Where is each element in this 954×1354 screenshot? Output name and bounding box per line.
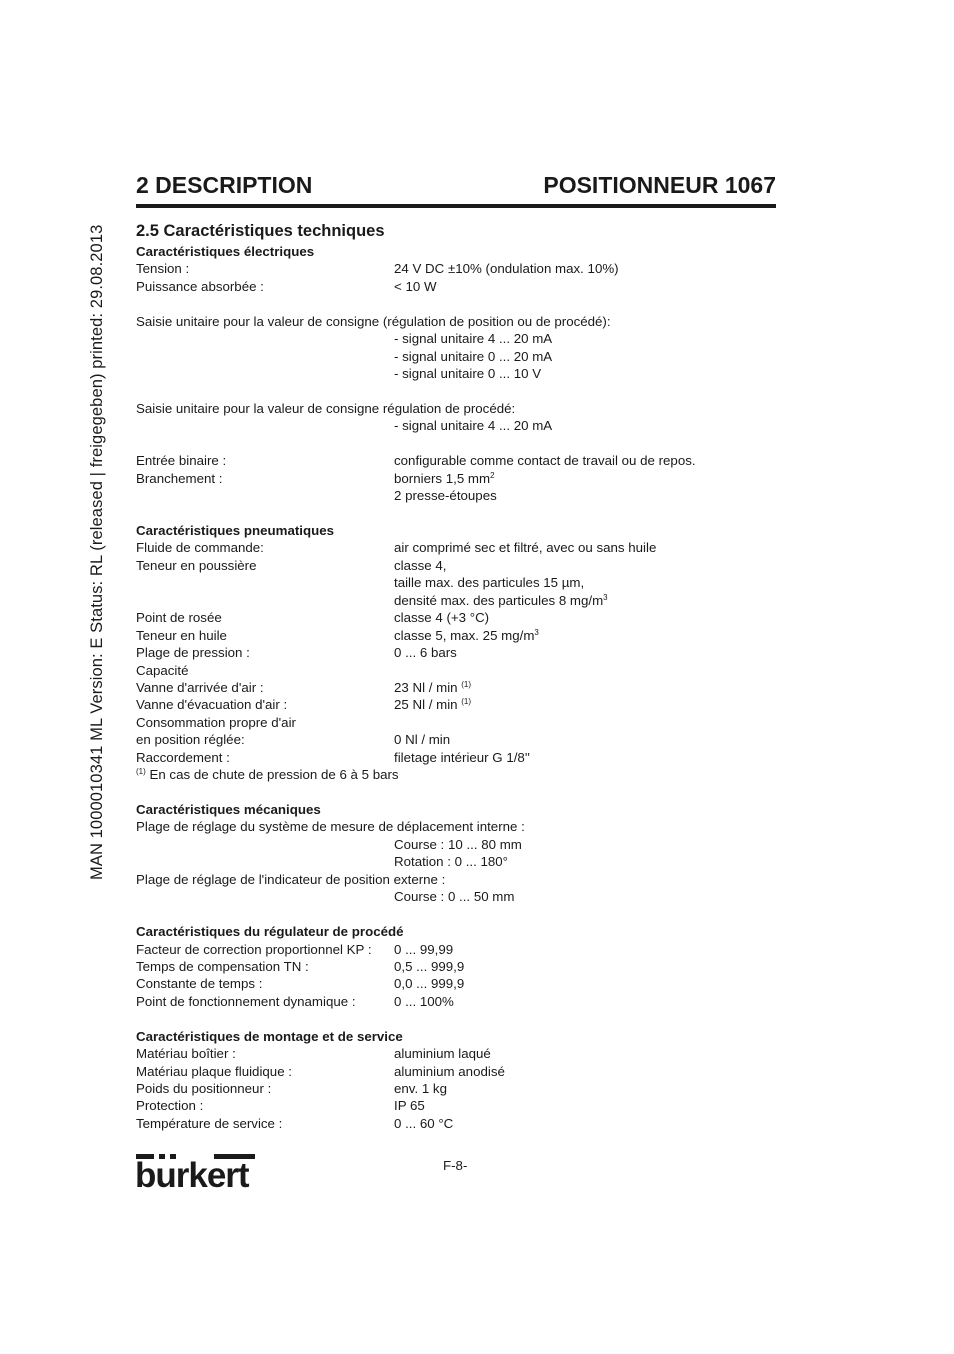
spec-label xyxy=(136,522,334,539)
spec-label-text: Capacité xyxy=(136,662,189,678)
spec-value xyxy=(394,348,552,365)
spec-label xyxy=(136,993,356,1010)
spec-label xyxy=(136,731,245,748)
spec-value xyxy=(394,470,495,487)
spec-row xyxy=(136,644,776,661)
spec-label xyxy=(136,644,250,661)
spec-label xyxy=(136,243,314,260)
spec-label-text: Temps de compensation TN : xyxy=(136,958,309,974)
spec-label xyxy=(136,1028,403,1045)
spec-label xyxy=(136,1080,271,1097)
spec-label-text: Caractéristiques du régulateur de procédé xyxy=(136,924,404,940)
spec-label-text: Température de service : xyxy=(136,1115,283,1131)
spec-value-text: < 10 W xyxy=(394,278,437,294)
spec-label-text: Caractéristiques électriques xyxy=(136,244,315,259)
spec-row xyxy=(136,417,776,434)
spec-row xyxy=(136,818,776,835)
spec-label xyxy=(136,871,445,888)
spec-label xyxy=(136,470,222,487)
spec-row xyxy=(136,731,776,748)
spec-row xyxy=(136,452,776,469)
spec-value xyxy=(394,993,454,1010)
spec-label-text: Tension : xyxy=(136,261,190,277)
spec-value xyxy=(394,539,656,556)
spec-row xyxy=(136,295,776,312)
spec-row xyxy=(136,766,776,783)
spec-label-text: En cas de chute de pression de 6 à 5 bars xyxy=(145,767,399,783)
spec-value-text: - signal unitaire 4 ... 20 mA xyxy=(394,331,553,347)
spec-label xyxy=(136,941,372,958)
spec-label-text: Protection : xyxy=(136,1098,204,1114)
spec-value-text: - signal unitaire 4 ... 20 mA xyxy=(394,418,553,434)
spec-value xyxy=(394,330,552,347)
spec-value-text: - signal unitaire 0 ... 10 V xyxy=(394,366,542,382)
spec-label-text: Point de rosée xyxy=(136,610,222,626)
spec-label-text: Vanne d'arrivée d'air : xyxy=(136,679,264,695)
spec-value xyxy=(394,958,464,975)
spec-value xyxy=(394,696,471,713)
spec-label xyxy=(136,557,257,574)
spec-row xyxy=(136,260,776,277)
spec-heading xyxy=(136,243,776,260)
spec-value-text: aluminium anodisé xyxy=(394,1063,505,1079)
spec-value xyxy=(394,1115,453,1132)
spec-label xyxy=(136,714,296,731)
spec-value xyxy=(394,731,450,748)
spec-label xyxy=(136,1115,282,1132)
page-number: F-8- xyxy=(443,1158,468,1173)
spec-row xyxy=(136,1063,776,1080)
superscript: (1) xyxy=(461,679,472,689)
spec-row xyxy=(136,784,776,801)
spec-label-text: Plage de pression : xyxy=(136,645,250,661)
spec-value xyxy=(394,487,497,504)
spec-row xyxy=(136,1097,776,1114)
spec-value-text: 0 ... 100% xyxy=(394,993,454,1009)
spec-value xyxy=(394,1063,505,1080)
spec-row xyxy=(136,383,776,400)
spec-row xyxy=(136,975,776,992)
spec-row xyxy=(136,749,776,766)
spec-label xyxy=(136,975,262,992)
spec-value xyxy=(394,975,464,992)
spec-value-text: 23 Nl / min xyxy=(394,679,462,695)
spec-value xyxy=(394,749,530,766)
spec-value-text: aluminium laqué xyxy=(394,1046,491,1062)
spec-label-text: Caractéristiques mécaniques xyxy=(136,802,321,817)
spec-value xyxy=(394,278,437,295)
spec-value-text: 0 ... 6 bars xyxy=(394,645,457,661)
spec-table xyxy=(136,243,776,1132)
spec-row xyxy=(136,871,776,888)
spec-label-text: Entrée binaire : xyxy=(136,453,227,469)
spec-label xyxy=(136,818,525,835)
spec-value-text: 0,5 ... 999,9 xyxy=(394,958,465,974)
spec-value-text: 24 V DC ±10% (ondulation max. 10%) xyxy=(394,261,619,277)
spec-value xyxy=(394,627,539,644)
superscript: (1) xyxy=(461,697,472,707)
spec-label-text: Matériau boîtier : xyxy=(136,1046,236,1062)
spec-row xyxy=(136,470,776,487)
spec-label xyxy=(136,679,264,696)
spec-value xyxy=(394,941,453,958)
spec-value xyxy=(394,365,541,382)
spec-value-text: 0 ... 99,99 xyxy=(394,941,454,957)
spec-row xyxy=(136,627,776,644)
spec-label-text: en position réglée: xyxy=(136,732,245,748)
spec-row xyxy=(136,1010,776,1027)
spec-row xyxy=(136,941,776,958)
spec-label xyxy=(136,452,226,469)
spec-label-text: Caractéristiques pneumatiques xyxy=(136,523,335,538)
spec-heading xyxy=(136,801,776,818)
spec-label-text: Fluide de commande: xyxy=(136,540,264,556)
spec-value xyxy=(394,836,522,853)
spec-label xyxy=(136,627,227,644)
spec-value-text: taille max. des particules 15 µm, xyxy=(394,575,585,591)
spec-label-text: Branchement : xyxy=(136,470,223,486)
spec-label xyxy=(136,539,264,556)
spec-row xyxy=(136,592,776,609)
footnote-marker: (1) xyxy=(136,767,146,777)
spec-value-text: classe 5, max. 25 mg/m xyxy=(394,627,535,643)
spec-value-text: Course : 10 ... 80 mm xyxy=(394,836,522,852)
section-title: 2.5 Caractéristiques techniques xyxy=(136,222,385,240)
spec-label-text: Facteur de correction proportionnel KP : xyxy=(136,941,372,957)
spec-value-text: borniers 1,5 mm xyxy=(394,470,491,486)
spec-label xyxy=(136,1045,236,1062)
chapter-title: 2 DESCRIPTION xyxy=(136,172,313,198)
spec-label-text: Plage de réglage de l'indicateur de position externe : xyxy=(136,871,446,887)
spec-row xyxy=(136,662,776,679)
spec-value xyxy=(394,644,457,661)
spec-label-text: Point de fonctionnement dynamique : xyxy=(136,993,356,1009)
spec-row xyxy=(136,1045,776,1062)
spec-label-text: Saisie unitaire pour la valeur de consigne régulation de procédé: xyxy=(136,400,516,416)
spec-value-text: env. 1 kg xyxy=(394,1081,447,1096)
spec-label-text: Plage de réglage du système de mesure de déplacement interne : xyxy=(136,819,525,835)
spec-value xyxy=(394,1080,447,1097)
spec-value-text: 0 ... 60 °C xyxy=(394,1115,454,1131)
spec-value-text: filetage intérieur G 1/8'' xyxy=(394,749,530,765)
spec-value xyxy=(394,609,489,626)
spec-label xyxy=(136,801,321,818)
spec-value-text: densité max. des particules 8 mg/m xyxy=(394,592,604,608)
spec-row xyxy=(136,574,776,591)
spec-row xyxy=(136,609,776,626)
spec-heading xyxy=(136,1028,776,1045)
spec-label-text: Vanne d'évacuation d'air : xyxy=(136,697,288,713)
spec-label-text: Caractéristiques de montage et de service xyxy=(136,1028,403,1044)
spec-row xyxy=(136,400,776,417)
spec-row xyxy=(136,679,776,696)
spec-value-text: 0 Nl / min xyxy=(394,732,451,748)
spec-row xyxy=(136,557,776,574)
spec-row xyxy=(136,435,776,452)
spec-row xyxy=(136,836,776,853)
spec-value xyxy=(394,574,584,591)
product-title: POSITIONNEUR 1067 xyxy=(543,172,776,198)
logo-wordmark: burkert xyxy=(135,1156,249,1195)
spec-row xyxy=(136,958,776,975)
spec-label-text: Puissance absorbée : xyxy=(136,278,264,294)
spec-row xyxy=(136,313,776,330)
spec-row xyxy=(136,539,776,556)
spec-value xyxy=(394,557,446,574)
spec-label-text: Raccordement : xyxy=(136,749,230,765)
spec-label xyxy=(136,260,189,277)
superscript: 3 xyxy=(534,627,539,637)
spec-label xyxy=(136,313,611,330)
spec-row xyxy=(136,906,776,923)
spec-value xyxy=(394,452,696,469)
spec-value-text: Rotation : 0 ... 180° xyxy=(394,854,508,870)
spec-value xyxy=(394,592,608,609)
spec-heading xyxy=(136,923,776,940)
superscript: 2 xyxy=(490,470,495,480)
spec-label xyxy=(136,958,309,975)
spec-label-text: Constante de temps : xyxy=(136,976,263,992)
spec-label xyxy=(136,749,230,766)
spec-heading xyxy=(136,522,776,539)
spec-row xyxy=(136,714,776,731)
spec-row xyxy=(136,888,776,905)
spec-label-text: Consommation propre d'air xyxy=(136,714,296,730)
spec-value xyxy=(394,853,508,870)
spec-row xyxy=(136,487,776,504)
spec-value-text: - signal unitaire 0 ... 20 mA xyxy=(394,348,553,364)
spec-label-text: Poids du positionneur : xyxy=(136,1081,272,1096)
print-status-stamp: MAN 1000010341 ML Version: E Status: RL (released | freigegeben) printed: 29.08.2013 xyxy=(88,224,106,880)
page-header xyxy=(136,168,776,208)
spec-label xyxy=(136,400,515,417)
spec-label xyxy=(136,1097,203,1114)
spec-row xyxy=(136,365,776,382)
spec-value-text: 0,0 ... 999,9 xyxy=(394,976,465,992)
spec-row xyxy=(136,330,776,347)
spec-value-text: air comprimé sec et filtré, avec ou sans huile xyxy=(394,540,657,556)
spec-row xyxy=(136,278,776,295)
spec-value-text: 2 presse-étoupes xyxy=(394,488,497,504)
spec-label-text: Teneur en huile xyxy=(136,627,227,643)
spec-label xyxy=(136,766,399,783)
spec-label xyxy=(136,1063,292,1080)
spec-value xyxy=(394,1045,491,1062)
spec-row xyxy=(136,1080,776,1097)
spec-row xyxy=(136,505,776,522)
spec-row xyxy=(136,993,776,1010)
spec-value-text: 25 Nl / min xyxy=(394,697,462,713)
spec-label-text: Matériau plaque fluidique : xyxy=(136,1063,292,1079)
spec-value xyxy=(394,417,552,434)
spec-value-text: classe 4 (+3 °C) xyxy=(394,610,490,626)
spec-label xyxy=(136,662,188,679)
burkert-logo xyxy=(136,1154,260,1196)
spec-row xyxy=(136,853,776,870)
spec-value xyxy=(394,1097,425,1114)
spec-value xyxy=(394,260,619,277)
spec-row xyxy=(136,1115,776,1132)
spec-value-text: configurable comme contact de travail ou de repos. xyxy=(394,453,696,469)
spec-row xyxy=(136,348,776,365)
superscript: 3 xyxy=(603,592,608,602)
spec-value-text: classe 4, xyxy=(394,557,447,573)
spec-label-text: Saisie unitaire pour la valeur de consigne (régulation de position ou de procédé): xyxy=(136,313,611,329)
spec-label xyxy=(136,278,264,295)
spec-label xyxy=(136,923,404,940)
spec-value-text: Course : 0 ... 50 mm xyxy=(394,889,515,905)
spec-row xyxy=(136,696,776,713)
spec-label xyxy=(136,696,287,713)
spec-value xyxy=(394,888,514,905)
spec-label xyxy=(136,609,222,626)
spec-value xyxy=(394,679,471,696)
spec-value-text: IP 65 xyxy=(394,1098,425,1114)
spec-label-text: Teneur en poussière xyxy=(136,557,257,573)
